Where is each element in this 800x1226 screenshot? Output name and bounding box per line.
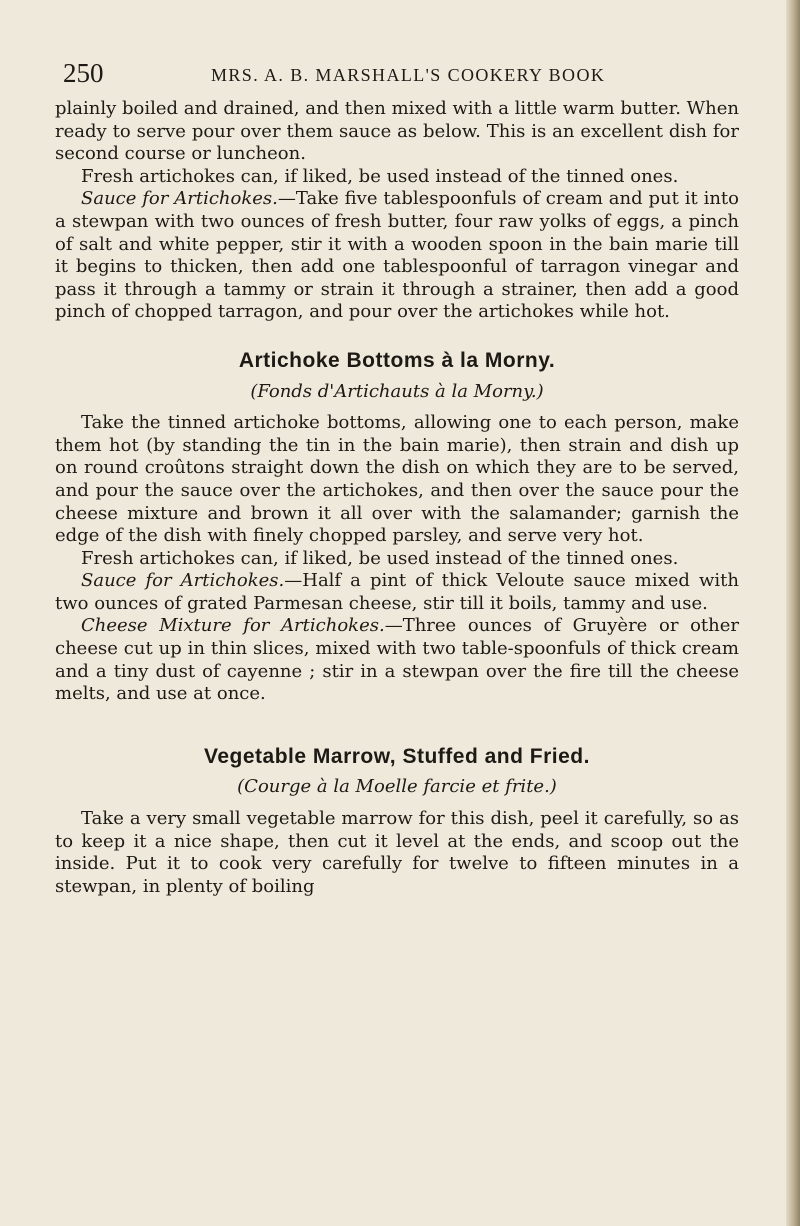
recipe-subtitle-vegetable-marrow: (Courge à la Moelle farcie et frite.): [237, 776, 557, 798]
cheese-mixture-text: —Three ounces of Gruyère or other cheese cut up in thin slices, mixed with two table-spoonfuls of thick cream and a tiny dust of cayenne ; stir in a stewpan over the fire till the cheese melts, and use at once.: [55, 615, 739, 705]
page-header: [63, 58, 743, 92]
recipe-subtitle-artichoke-bottoms: (Fonds d'Artichauts à la Morny.): [250, 380, 544, 402]
intro-paragraph-1: plainly boiled and drained, and then mixed with a little warm butter. When ready to serve pour over them sauce as below. This is an excellent dish for second course or luncheon.: [55, 98, 739, 165]
artichoke-fresh-paragraph: Fresh artichokes can, if liked, be used instead of the tinned ones.: [81, 547, 679, 569]
page-edge: [786, 0, 800, 1226]
intro-sauce-text: —Take five tablespoonfuls of cream and put it into a stewpan with two ounces of fresh butter, four raw yolks of eggs, a pinch of salt and white pepper, stir it with a wooden spoon in the bain marie till it begins to thicken, then add one tablespoonful of tarragon vinegar and pass it through a tammy or strain it through a strainer, then add a good pinch of chopped tarragon, and pour over the artichokes while hot.: [55, 188, 740, 323]
intro-sauce-label: Sauce for Artichokes.: [81, 188, 278, 210]
body-text: [55, 98, 739, 898]
cheese-mixture-paragraph: [55, 615, 739, 705]
recipe-title-vegetable-marrow: Vegetable Marrow, Stuffed and Fried.: [204, 744, 590, 768]
artichoke-sauce-text: —Half a pint of thick Veloute sauce mixed with two ounces of grated Parmesan cheese, stir till it boils, tammy and use.: [55, 570, 739, 614]
intro-sauce-paragraph: [55, 188, 739, 324]
cheese-mixture-label: Cheese Mixture for Artichokes.: [81, 615, 385, 637]
artichoke-method-paragraph: Take the tinned artichoke bottoms, allowing one to each person, make them hot (by standing the tin in the bain marie), then strain and dish up on round croûtons straight down the dish on which they are to be served, and pour the sauce over the artichokes, and then over the sauce pour the cheese mixture and brown it all over with the salamander; garnish the edge of the dish with finely chopped parsley, and serve very hot.: [55, 412, 739, 547]
intro-paragraph-2: Fresh artichokes can, if liked, be used instead of the tinned ones.: [81, 165, 679, 187]
page-number: 250: [63, 58, 104, 88]
running-head: MRS. A. B. MARSHALL'S COOKERY BOOK: [211, 65, 606, 85]
marrow-method-paragraph: Take a very small vegetable marrow for this dish, peel it carefully, so as to keep it a nice shape, then cut it level at the ends, and scoop out the inside. Put it to cook very carefully for twelve to fifteen minutes in a stewpan, in plenty of boiling: [55, 808, 739, 897]
recipe-title-artichoke-bottoms: Artichoke Bottoms à la Morny.: [238, 348, 556, 372]
artichoke-sauce-paragraph: [55, 570, 739, 615]
artichoke-sauce-label: Sauce for Artichokes.: [81, 570, 285, 592]
